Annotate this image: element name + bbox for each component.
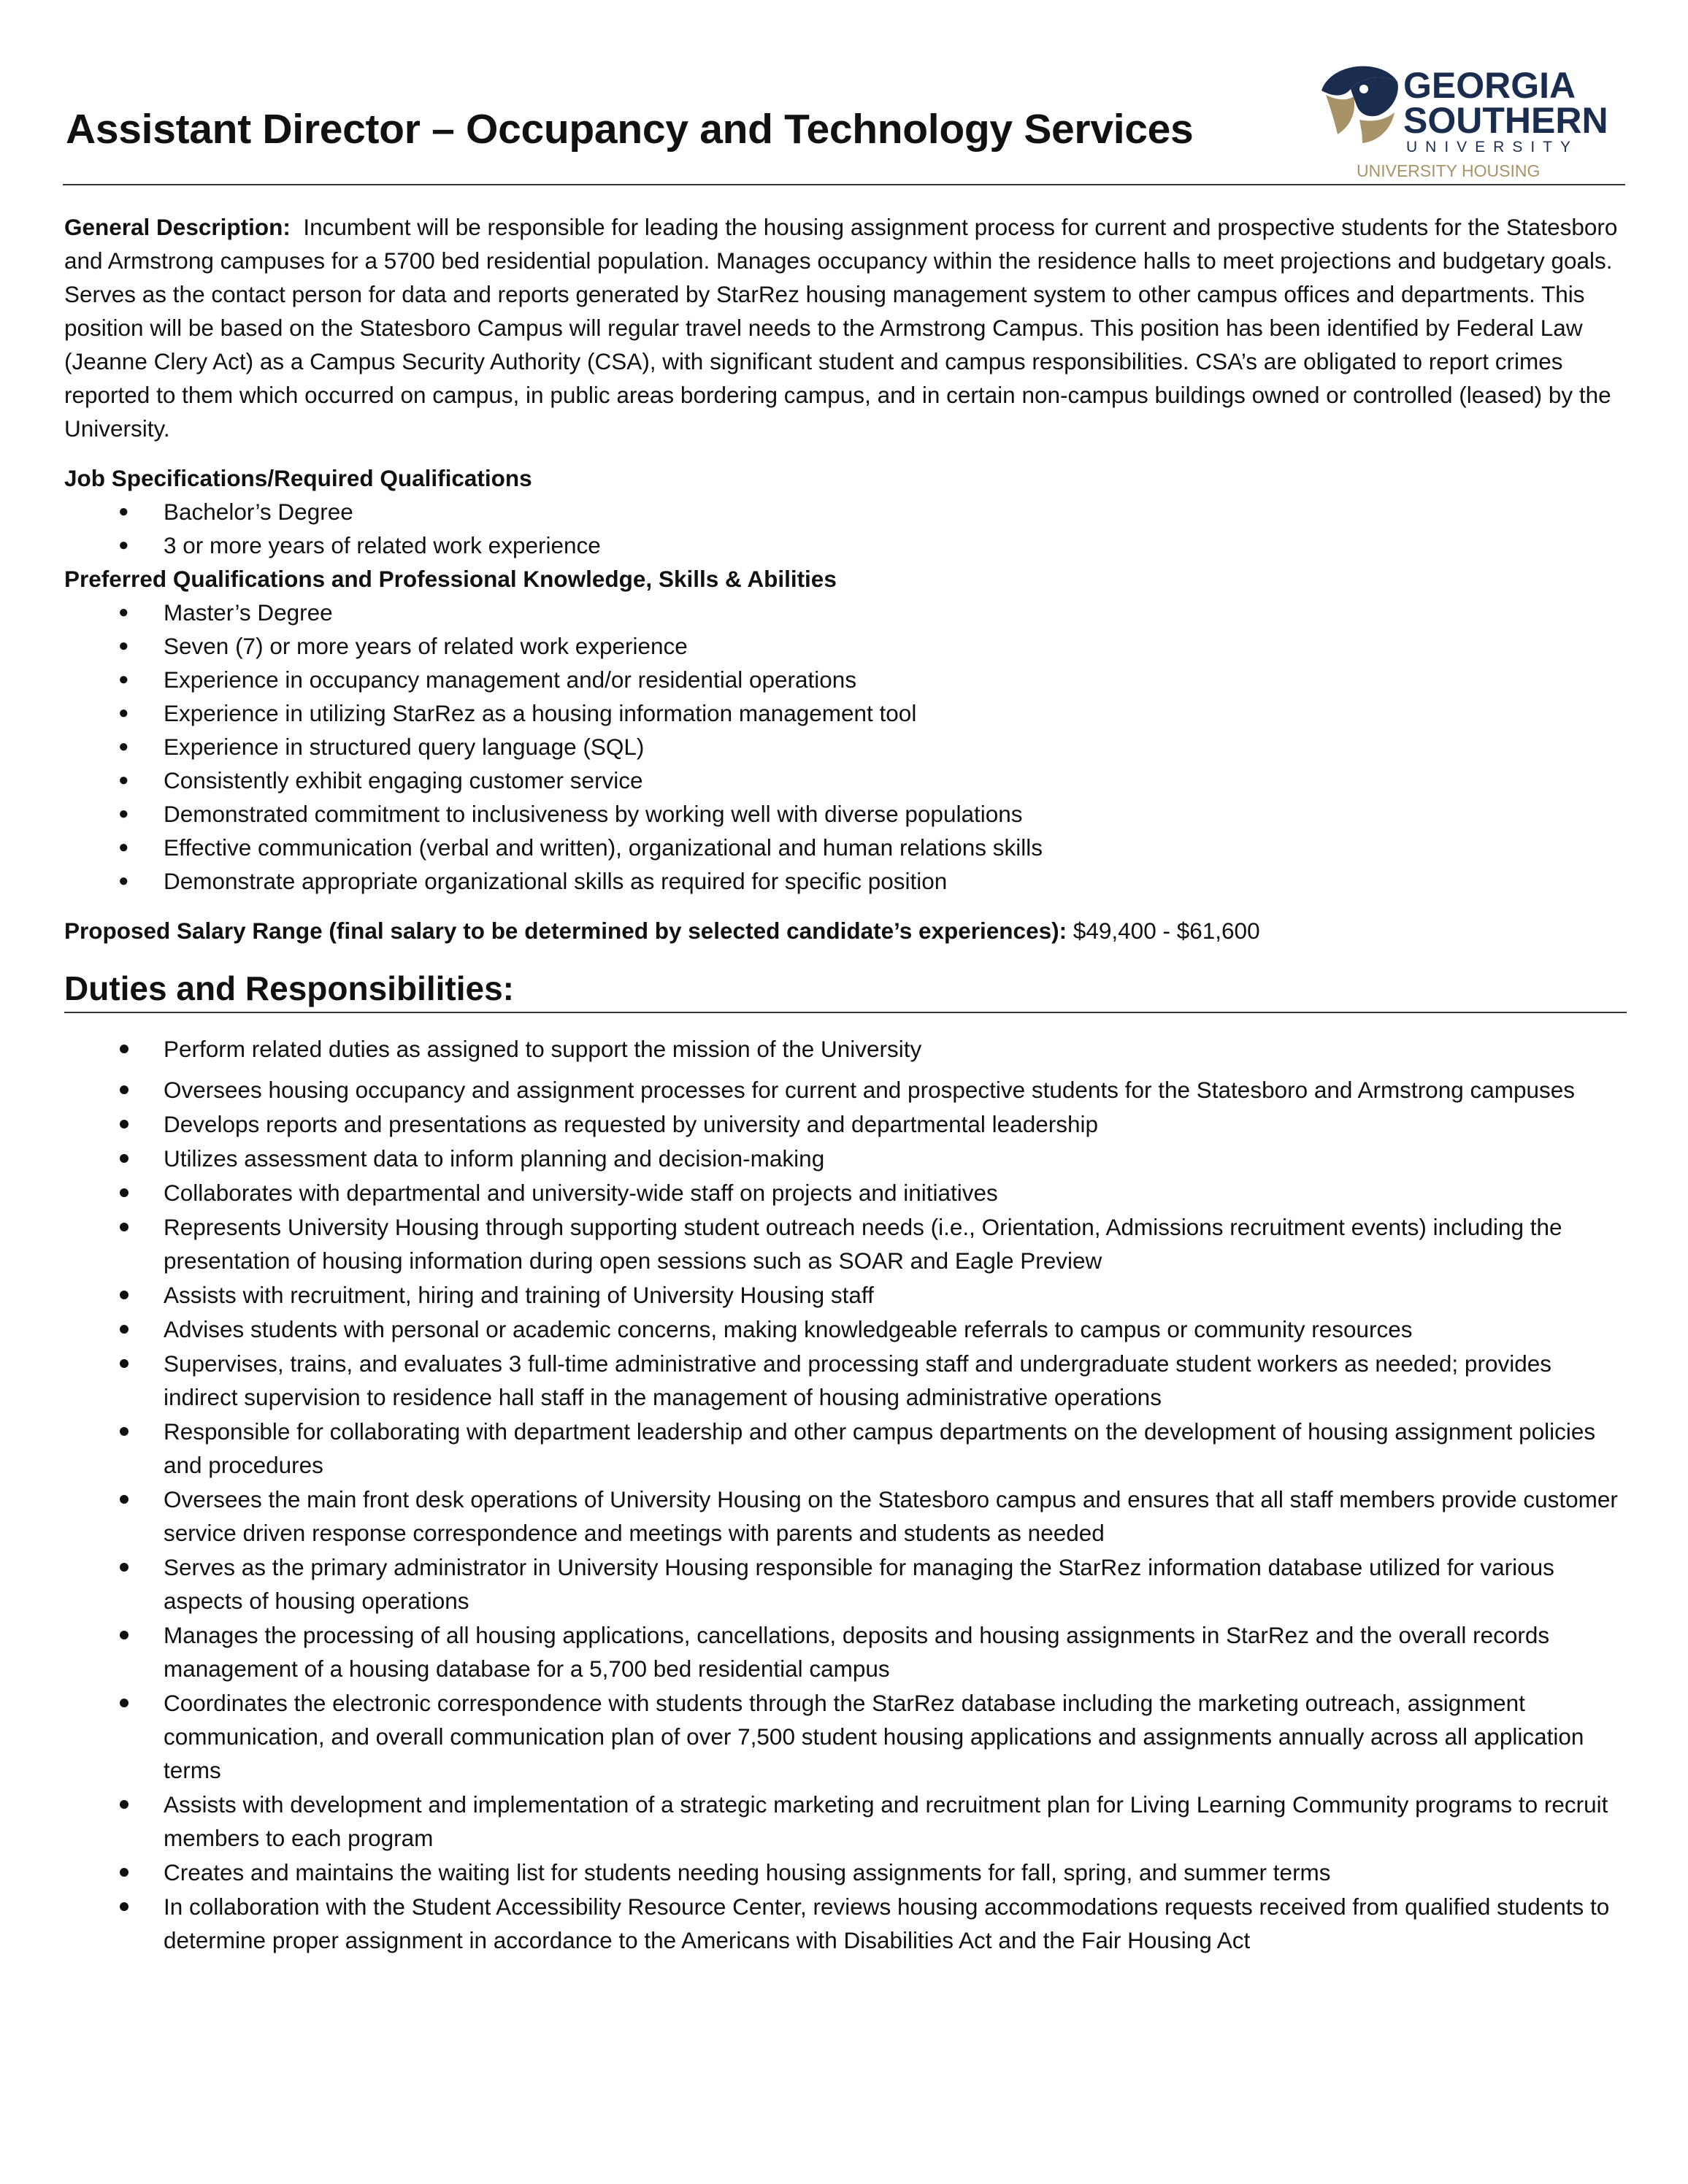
bullet-icon: ●: [118, 871, 129, 891]
list-item: Represents University Housing through supporting student outreach needs (i.e., Orientation, Admissions recruitment events) including the presentation of housing information during open sessions such as SOAR and Eagle Preview: [64, 1210, 1627, 1277]
list-item: ● Experience in structured query language (SQL): [64, 730, 1627, 764]
bullet-icon: [120, 1699, 128, 1707]
general-description: [64, 210, 1627, 445]
bullet-icon: ●: [118, 737, 129, 756]
general-description-text: Incumbent will be responsible for leading the housing assignment process for current and prospective students for the Statesboro and Armstrong campuses for a 5700 bed residential population. Manages occupancy within the residence halls to meet projections and budgetary goals. Serves as the contact person for data and reports generated by StarRez housing management system to other campus offices and departments. This position will be based on the Statesboro Campus will regular travel needs to the Armstrong Campus. This position has been identified by Federal Law (Jeanne Clery Act) as a Campus Security Authority (CSA), with significant student and campus responsibilities. CSA’s are obligated to report crimes reported to them which occurred on campus, in public areas bordering campus, and in certain non-campus buildings owned or controlled (leased) by the University.: [64, 214, 1618, 442]
bullet-icon: ●: [118, 501, 129, 521]
salary-value: $49,400 - $61,600: [1073, 918, 1260, 944]
bullet-icon: [120, 1868, 128, 1877]
bullet-icon: [120, 1085, 128, 1094]
list-item: ● Effective communication (verbal and written), organizational and human relations skills: [64, 831, 1627, 864]
list-item: ● Demonstrate appropriate organizational skills as required for specific position: [64, 864, 1627, 898]
preferred-qualifications-heading: Preferred Qualifications and Professional Knowledge, Skills & Abilities: [64, 566, 837, 592]
bullet-icon: [120, 1291, 128, 1299]
list-item: ● Experience in utilizing StarRez as a housing information management tool: [64, 696, 1627, 730]
bullet-icon: ●: [118, 703, 129, 723]
list-item: ● Master’s Degree: [64, 596, 1627, 629]
duties-divider: [64, 1012, 1627, 1013]
duties-list: [64, 1032, 1627, 1957]
list-item: ● Bachelor’s Degree: [64, 495, 1627, 528]
list-item: Oversees housing occupancy and assignment processes for current and prospective students for the Statesboro and Armstrong campuses: [64, 1073, 1627, 1107]
bullet-icon: ●: [118, 636, 129, 655]
bullet-icon: [120, 1427, 128, 1436]
list-item: Assists with development and implementation of a strategic marketing and recruitment plan for Living Learning Community programs to recruit members to each program: [64, 1788, 1627, 1855]
list-item: Creates and maintains the waiting list for students needing housing assignments for fall, spring, and summer terms: [64, 1856, 1627, 1889]
logo-line-georgia: GEORGIA: [1403, 65, 1576, 106]
list-item: Supervises, trains, and evaluates 3 full-time administrative and processing staff and undergraduate student workers as needed; provides indirect supervision to residence hall staff in the management of housing administrative operations: [64, 1347, 1627, 1414]
bullet-icon: ●: [118, 804, 129, 823]
bullet-icon: [120, 1800, 128, 1809]
bullet-icon: [120, 1902, 128, 1911]
bullet-icon: ●: [118, 770, 129, 790]
logo-line-southern: SOUTHERN: [1403, 100, 1608, 141]
bullet-icon: [120, 1154, 128, 1163]
list-item: Serves as the primary administrator in University Housing responsible for managing the StarRez information database utilized for various aspects of housing operations: [64, 1550, 1627, 1618]
bullet-icon: [120, 1120, 128, 1128]
bullet-icon: ●: [118, 837, 129, 857]
bullet-icon: ●: [118, 669, 129, 689]
document-body: [64, 210, 1627, 1958]
preferred-qualifications-list: [64, 596, 1627, 898]
bullet-icon: [120, 1631, 128, 1639]
bullet-icon: [120, 1325, 128, 1334]
salary-label: Proposed Salary Range (final salary to be determined by selected candidate’s experiences):: [64, 918, 1067, 944]
bullet-icon: [120, 1359, 128, 1368]
bullet-icon: [120, 1045, 128, 1053]
bullet-icon: [120, 1495, 128, 1504]
duties-heading: Duties and Responsibilities:: [64, 969, 514, 1007]
georgia-southern-logo: [1316, 53, 1622, 177]
list-item: In collaboration with the Student Accessibility Resource Center, reviews housing accommodations requests received from qualified students to determine proper assignment in accordance to the Americans with Disabilities Act and the Fair Housing Act: [64, 1890, 1627, 1957]
list-item: ● Seven (7) or more years of related work experience: [64, 629, 1627, 663]
list-item: Collaborates with departmental and university-wide staff on projects and initiatives: [64, 1176, 1627, 1210]
list-item: Manages the processing of all housing applications, cancellations, deposits and housing assignments in StarRez and the overall records management of a housing database for a 5,700 bed residential campus: [64, 1618, 1627, 1685]
general-description-label: General Description:: [64, 214, 291, 240]
list-item: Assists with recruitment, hiring and training of University Housing staff: [64, 1278, 1627, 1312]
required-qualifications-heading: Job Specifications/Required Qualifications: [64, 465, 532, 491]
page-title: Assistant Director – Occupancy and Technology Services: [66, 106, 1194, 153]
bullet-icon: ●: [118, 602, 129, 622]
list-item: Develops reports and presentations as requested by university and departmental leadership: [64, 1107, 1627, 1141]
bullet-icon: [120, 1188, 128, 1197]
page-header: [63, 44, 1625, 185]
list-item: Perform related duties as assigned to support the mission of the University: [64, 1032, 1627, 1066]
required-qualifications-list: [64, 495, 1627, 562]
list-item: Responsible for collaborating with department leadership and other campus departments on the development of housing assignment policies and procedures: [64, 1415, 1627, 1482]
logo-line-university: UNIVERSITY: [1406, 139, 1579, 155]
list-item: Utilizes assessment data to inform planning and decision-making: [64, 1142, 1627, 1175]
list-item: Oversees the main front desk operations of University Housing on the Statesboro campus and ensures that all staff members provide customer service driven response correspondence and meetings with parents and students as needed: [64, 1483, 1627, 1550]
header-divider: [63, 184, 1625, 185]
list-item: Coordinates the electronic correspondence with students through the StarRez database including the marketing outreach, assignment communication, and overall communication plan of over 7,500 student housing applications and assignments annually across all application terms: [64, 1686, 1627, 1787]
bullet-icon: [120, 1563, 128, 1572]
list-item: Advises students with personal or academic concerns, making knowledgeable referrals to campus or community resources: [64, 1312, 1627, 1346]
eagle-head-icon: [1321, 66, 1398, 143]
salary-range: [64, 914, 1627, 947]
list-item: ● 3 or more years of related work experience: [64, 528, 1627, 562]
list-item: ● Demonstrated commitment to inclusiveness by working well with diverse populations: [64, 797, 1627, 831]
bullet-icon: [120, 1223, 128, 1231]
list-item: ● Experience in occupancy management and/or residential operations: [64, 663, 1627, 696]
logo-subtitle: UNIVERSITY HOUSING: [1357, 161, 1541, 177]
list-item: ● Consistently exhibit engaging customer service: [64, 764, 1627, 797]
bullet-icon: ●: [118, 535, 129, 555]
